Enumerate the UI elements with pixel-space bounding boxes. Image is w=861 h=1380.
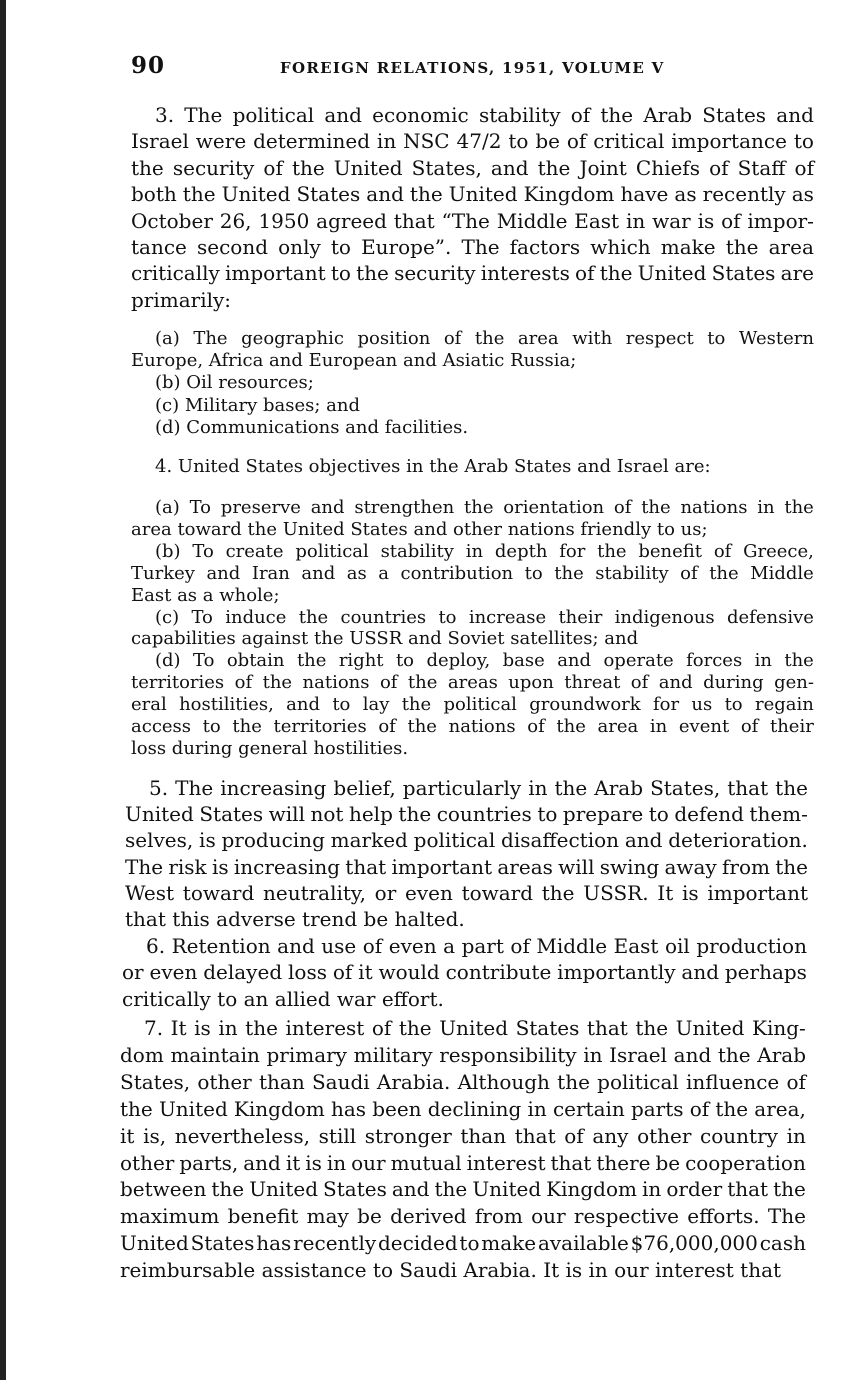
text-line: 7. It is in the interest of the United States that the United King- (144, 1016, 806, 1040)
text-line: that this adverse trend be halted. (125, 907, 465, 931)
scan-border (0, 0, 6, 1380)
page-number: 90 (131, 52, 166, 79)
running-head: FOREIGN RELATIONS, 1951, VOLUME V (280, 59, 665, 77)
text-line: access to the territories of the nations of the area in event of their (131, 716, 814, 737)
text-line: primarily: (131, 288, 232, 312)
text-line: 6. Retention and use of even a part of Middle East oil production (146, 934, 807, 958)
text-line: (c) Military bases; and (155, 395, 361, 416)
text-line: the United Kingdom has been declining in certain parts of the area, (120, 1097, 806, 1121)
text-line: States, other than Saudi Arabia. Although the political influence of (120, 1070, 806, 1094)
text-line: or even delayed loss of it would contribute importantly and perhaps (122, 960, 807, 984)
text-line: tance second only to Europe”. The factors which make the area (131, 235, 814, 259)
text-line: eral hostilities, and to lay the political groundwork for us to regain (131, 694, 814, 715)
text-line: selves, is producing marked political disaffection and deterioration. (125, 828, 808, 852)
text-line: territories of the nations of the areas upon threat of and during gen- (131, 672, 814, 693)
text-line: between the United States and the United Kingdom in order that the (120, 1177, 806, 1201)
text-line: Israel were determined in NSC 47/2 to be of critical importance to (131, 129, 814, 153)
text-line: (b) Oil resources; (155, 372, 314, 393)
text-line: Turkey and Iran and as a contribution to the stability of the Middle (131, 563, 814, 584)
text-line: loss during general hostilities. (131, 738, 409, 759)
text-line: United States will not help the countries to prepare to defend them- (125, 802, 808, 826)
text-line: 3. The political and economic stability of the Arab States and (155, 103, 814, 127)
text-line: critically to an allied war effort. (122, 987, 444, 1011)
text-line: The risk is increasing that important areas will swing away from the (125, 855, 808, 879)
text-line: Europe, Africa and European and Asiatic Russia; (131, 350, 577, 371)
text-line: other parts, and it is in our mutual interest that there be cooperation (120, 1151, 806, 1175)
text-line: East as a whole; (131, 585, 280, 606)
text-line: October 26, 1950 agreed that “The Middle East in war is of impor- (131, 209, 814, 233)
text-line: (a) To preserve and strengthen the orientation of the nations in the (155, 497, 814, 518)
text-line: both the United States and the United Kingdom have as recently as (131, 182, 814, 206)
text-line: (a) The geographic position of the area with respect to Western (155, 328, 814, 349)
text-line: maximum benefit may be derived from our respective efforts. The (120, 1204, 806, 1228)
text-line: (d) Communications and facilities. (155, 417, 469, 438)
text-line: area toward the United States and other nations friendly to us; (131, 519, 708, 540)
text-line: 5. The increasing belief, particularly in the Arab States, that the (149, 776, 808, 800)
text-line: (d) To obtain the right to deploy, base and operate forces in the (155, 650, 814, 671)
text-line: reimbursable assistance to Saudi Arabia. It is in our interest that (120, 1258, 782, 1282)
text-line: dom maintain primary military responsibility in Israel and the Arab (120, 1043, 806, 1067)
text-line: West toward neutrality, or even toward the USSR. It is important (125, 881, 808, 905)
text-line: United States has recently decided to make available $76,000,000 cash (120, 1231, 806, 1255)
text-line: (c) To induce the countries to increase their indigenous defensive (155, 607, 814, 628)
text-line: capabilities against the USSR and Soviet satellites; and (131, 628, 639, 649)
text-line: (b) To create political stability in depth for the benefit of Greece, (155, 541, 814, 562)
text-line: the security of the United States, and the Joint Chiefs of Staff of (131, 156, 814, 180)
text-line: it is, nevertheless, still stronger than that of any other country in (120, 1124, 806, 1148)
text-line: 4. United States objectives in the Arab States and Israel are: (155, 456, 711, 477)
text-line: critically important to the security interests of the United States are (131, 261, 814, 285)
